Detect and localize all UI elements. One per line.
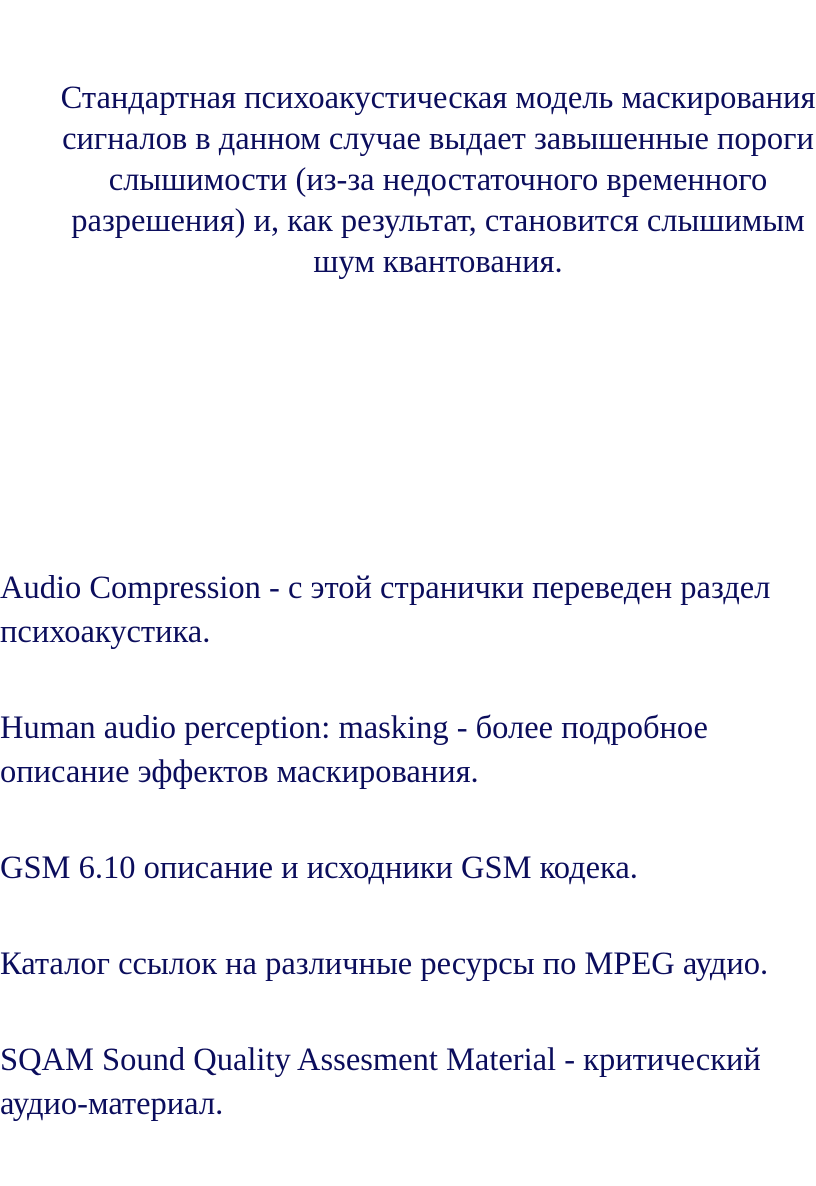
resource-links-list [0, 566, 790, 1126]
link-audio-compression[interactable]: Audio Compression - с этой странички переведен раздел психоакустика. [0, 570, 771, 650]
link-human-audio-perception[interactable]: Human audio perception: masking - более подробное описание эффектов маскирования. [0, 710, 708, 790]
intro-paragraph: Стандартная психоакустическая модель маскирования сигналов в данном случае выдает завышенные пороги слышимости (из-за недостаточного временного разрешения) и, как результат, становится слышимым шум квантования. [60, 80, 816, 280]
link-sqam[interactable]: SQAM Sound Quality Assesment Material - критический аудио-материал. [0, 1042, 761, 1122]
link-gsm-610[interactable]: GSM 6.10 описание и исходники GSM кодека. [0, 850, 638, 886]
link-mpeg-catalog[interactable]: Каталог ссылок на различные ресурсы по MPEG аудио. [0, 946, 769, 982]
